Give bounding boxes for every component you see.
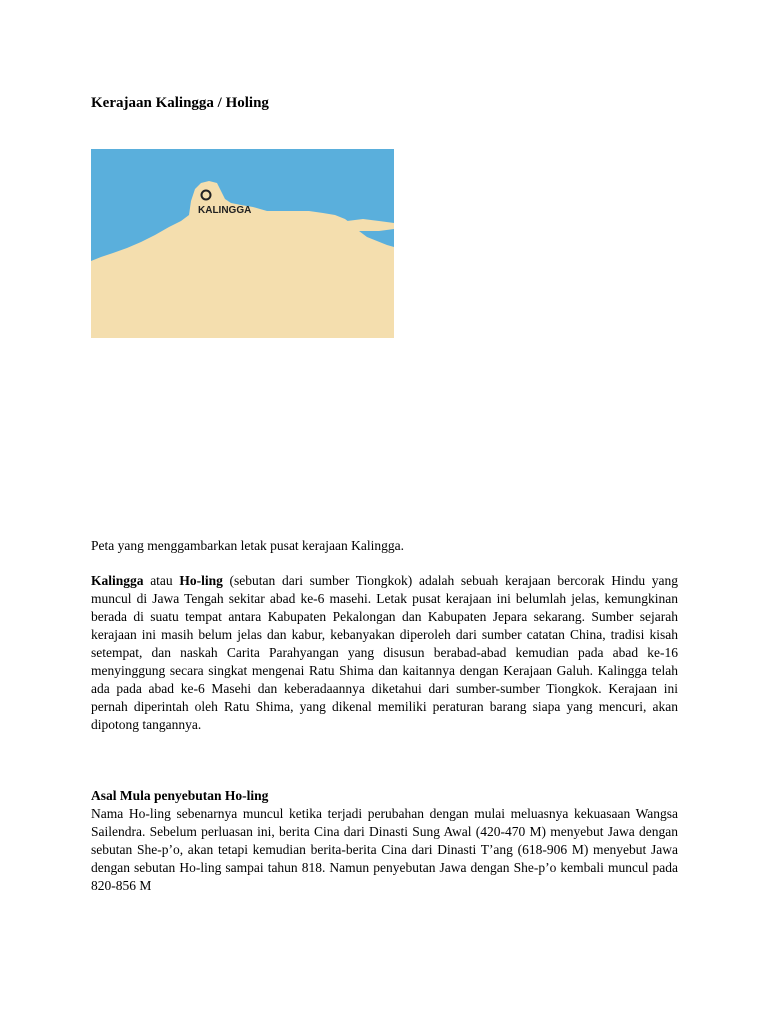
term-kalingga: Kalingga: [91, 573, 144, 588]
document-title: Kerajaan Kalingga / Holing: [91, 95, 269, 111]
term-connector: atau: [143, 573, 180, 588]
paragraph-asal-mula: Nama Ho-ling sebenarnya muncul ketika terjadi perubahan dengan mulai meluasnya kekuasaan Wangsa Sailendra. Sebelum perluasan ini, berita Cina dari Dinasti Sung Awal (420-470 M) menyebut Jawa dengan sebutan She-p’o, akan tetapi kemudian berita-berita Cina dari Dinasti T’ang (618-906 M) menyebut Jawa dengan sebutan Ho-ling sampai tahun 818. Namun penyebutan Jawa dengan She-p’o kembali muncul pada 820-856 M: [91, 806, 678, 893]
section-heading-asal-mula: Asal Mula penyebutan Ho-ling: [91, 788, 269, 803]
paragraph-intro-body: (sebutan dari sumber Tiongkok) adalah sebuah kerajaan bercorak Hindu yang muncul di Jawa Tengah sekitar abad ke-6 masehi. Letak pusat kerajaan ini belumlah jelas, kemungkinan berada di suatu tempat antara Kabupaten Pekalongan dan Kabupaten Jepara sekarang. Sumber sejarah kerajaan ini masih belum jelas dan kabur, kebanyakan diperoleh dari sumber catatan China, tradisi kisah setempat, dan naskah Carita Parahyangan yang disusun berabad-abad kemudian pada abad ke-16 menyinggung secara singkat mengenai Ratu Shima dan kaitannya dengan Kerajaan Galuh. Kalingga telah ada pada abad ke-6 Masehi dan keberadaannya diketahui dari sumber-sumber Tiongkok. Kerajaan ini pernah diperintah oleh Ratu Shima, yang dikenal memiliki peraturan barang siapa yang mencuri, akan dipotong tangannya.: [91, 573, 678, 732]
map-caption: Peta yang menggambarkan letak pusat kerajaan Kalingga.: [91, 538, 405, 553]
java-map-graphic: [91, 149, 394, 338]
paragraph-intro: [91, 572, 678, 734]
kalingga-map-label: KALINGGA: [198, 205, 252, 216]
kalingga-map: [91, 149, 394, 338]
term-holing: Ho-ling: [179, 573, 223, 588]
